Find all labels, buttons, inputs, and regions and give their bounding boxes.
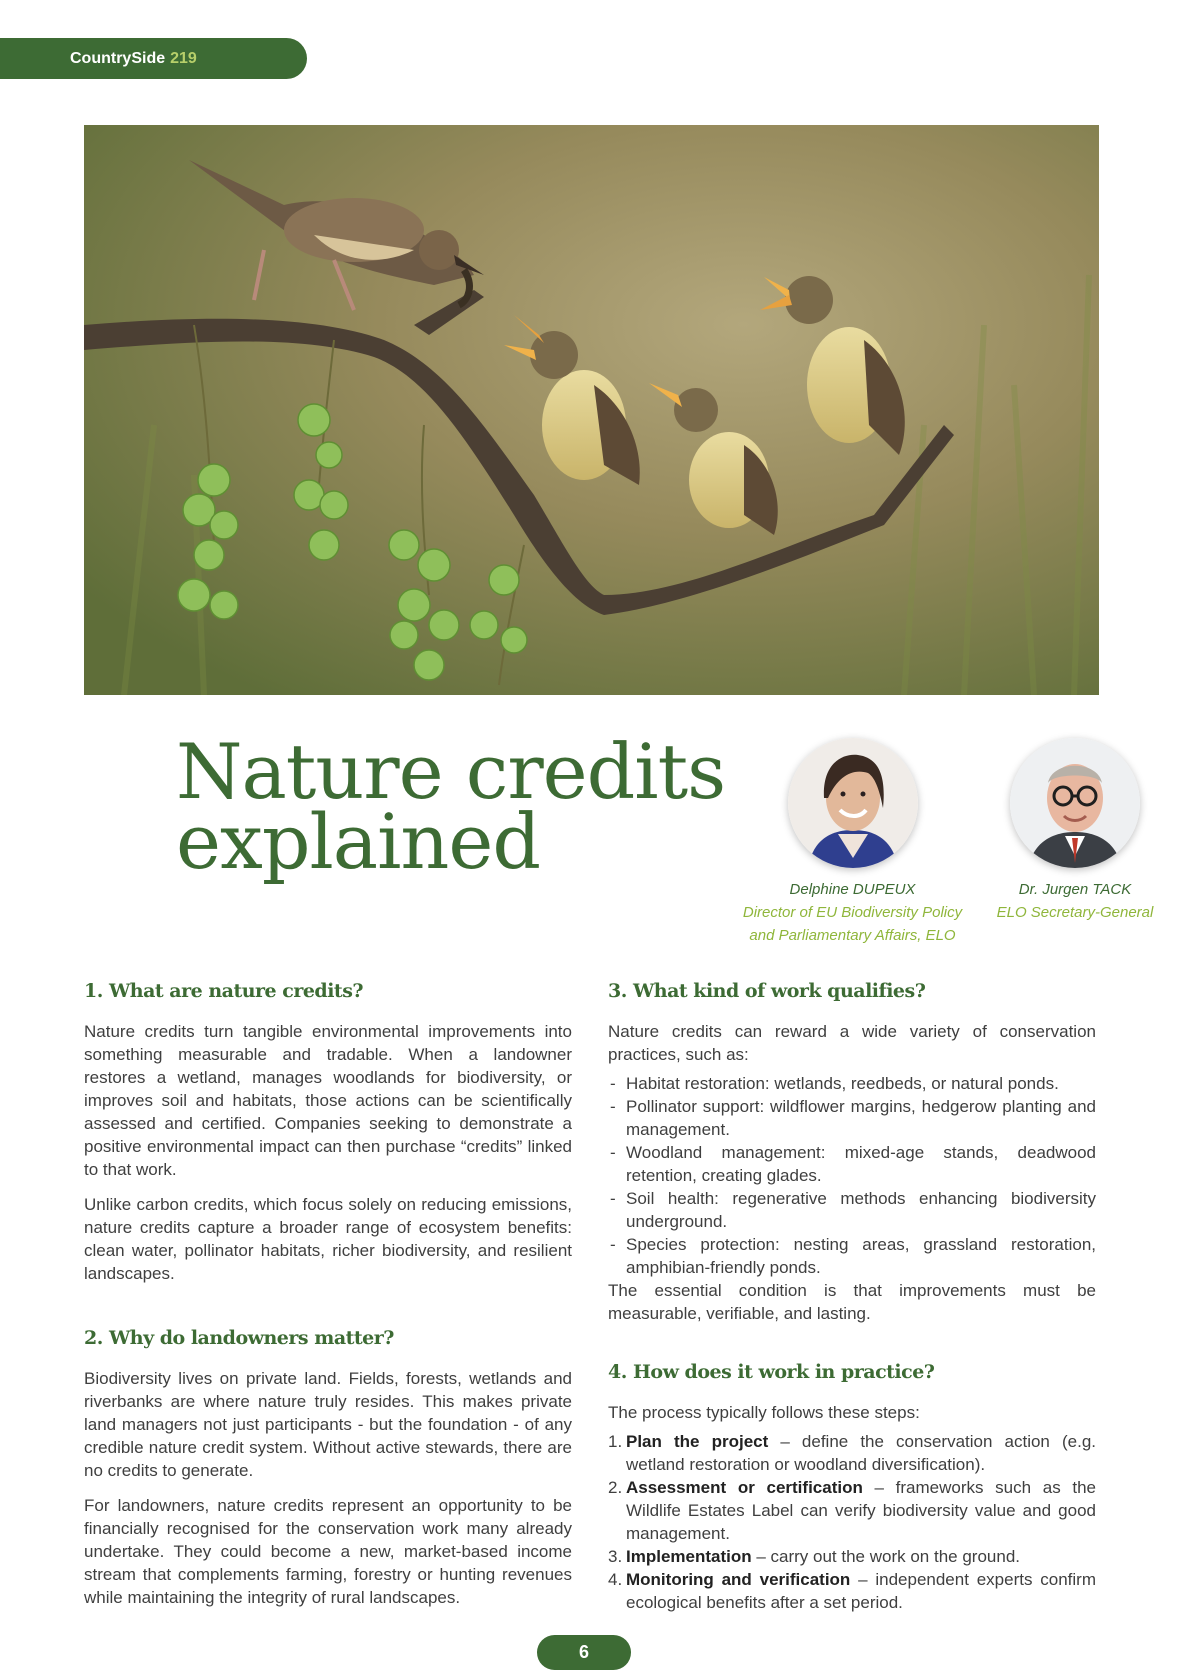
- step-title: Assessment or certification: [626, 1478, 863, 1497]
- page-number: 6: [537, 1635, 631, 1670]
- author-photo-dupeux: [788, 738, 918, 868]
- step-item: [608, 1430, 1096, 1476]
- step-item: [608, 1568, 1096, 1614]
- step-number: 2.: [608, 1478, 623, 1497]
- section1-heading: 1. What are nature credits?: [84, 980, 364, 1002]
- step-number: 4.: [608, 1570, 623, 1589]
- step-text: – independent experts confirm ecological benefits after a set period.: [626, 1570, 1097, 1612]
- section3-outro: The essential condition is that improvements must be measurable, verifiable, and lasting.: [608, 1281, 1096, 1323]
- step-number: 1.: [608, 1432, 623, 1451]
- section2-paragraph-1: Biodiversity lives on private land. Fields, forests, wetlands and riverbanks are where nature truly resides. This makes private land managers not just participants - but the foundation - of any credible nature credit system. Without active stewards, there are no credits to generate.: [84, 1369, 572, 1480]
- left-column: [84, 980, 572, 1621]
- issue-number: 219: [170, 49, 197, 67]
- list-item: - Habitat restoration: wetlands, reedbeds, or natural ponds.: [608, 1072, 1096, 1095]
- step-text: – define the conservation action (e.g. wetland restoration or woodland diversification).: [626, 1432, 1096, 1474]
- step-text: – frameworks such as the Wildlife Estates Label can verify biodiversity value and good management.: [626, 1478, 1096, 1543]
- section3-list: [608, 1072, 1096, 1279]
- magazine-name: CountrySide: [70, 49, 166, 67]
- section3-intro: Nature credits can reward a wide variety of conservation practices, such as:: [608, 1022, 1096, 1064]
- magazine-header-tab: [0, 38, 307, 79]
- author-role-tack: ELO Secretary-General: [996, 904, 1154, 921]
- section4-heading: 4. How does it work in practice?: [608, 1361, 935, 1383]
- section2-heading: 2. Why do landowners matter?: [84, 1327, 394, 1349]
- section4-intro: The process typically follows these steps:: [608, 1403, 920, 1422]
- section3-heading: 3. What kind of work qualifies?: [608, 980, 926, 1002]
- author-name-tack: Dr. Jurgen TACK: [1018, 881, 1132, 898]
- author-role-dupeux-2: and Parliamentary Affairs, ELO: [749, 927, 956, 944]
- title-line-2: explained: [176, 797, 540, 886]
- author-tack: [985, 738, 1165, 924]
- step-title: Plan the project: [626, 1432, 769, 1451]
- step-number: 3.: [608, 1547, 623, 1566]
- section1-paragraph-2: Unlike carbon credits, which focus solely on reducing emissions, nature credits capture a broader range of ecosystem benefits: clean water, pollinator habitats, richer biodiversity, and resilient landscapes.: [84, 1195, 572, 1283]
- list-item: - Species protection: nesting areas, grassland restoration, amphibian-friendly ponds.: [608, 1233, 1096, 1279]
- title-line-1: Nature credits: [176, 727, 726, 816]
- section1-paragraph-1: Nature credits turn tangible environmental improvements into something measurable and tradable. When a landowner restores a wetland, manages woodlands for biodiversity, or improves soil and habitats, those actions can be scientifically assessed and certified. Companies seeking to demonstrate a positive environmental impact can then purchase “credits” linked to that work.: [84, 1022, 572, 1179]
- section4-steps: [608, 1430, 1096, 1614]
- step-title: Implementation: [626, 1547, 752, 1566]
- list-item: - Pollinator support: wildflower margins, hedgerow planting and management.: [608, 1095, 1096, 1141]
- list-item: - Soil health: regenerative methods enhancing biodiversity underground.: [608, 1187, 1096, 1233]
- author-name-dupeux: Delphine DUPEUX: [789, 881, 916, 898]
- author-dupeux: [735, 738, 970, 947]
- right-column: [608, 980, 1096, 1614]
- step-item: [608, 1545, 1096, 1568]
- author-role-dupeux-1: Director of EU Biodiversity Policy: [742, 904, 963, 921]
- author-photo-tack: [1010, 738, 1140, 868]
- step-text: – carry out the work on the ground.: [751, 1547, 1020, 1566]
- section2-paragraph-2: For landowners, nature credits represent an opportunity to be financially recognised for the conservation work many already undertake. They could become a new, market-based income stream that complements farming, forestry or hunting revenues while maintaining the integrity of rural landscapes.: [84, 1496, 572, 1607]
- hero-image: [84, 125, 1099, 695]
- article-title: [176, 727, 726, 886]
- step-item: [608, 1476, 1096, 1545]
- list-item: - Woodland management: mixed-age stands, deadwood retention, creating glades.: [608, 1141, 1096, 1187]
- step-title: Monitoring and verification: [626, 1570, 851, 1589]
